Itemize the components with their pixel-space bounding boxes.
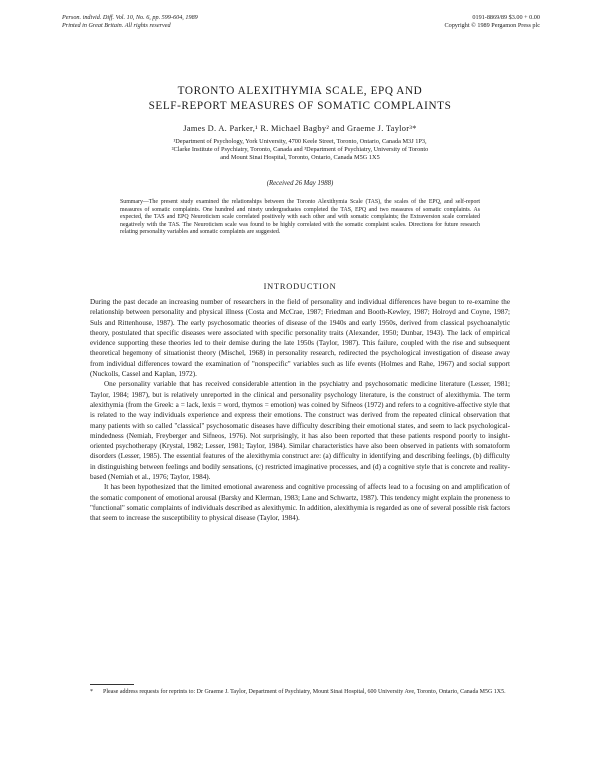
received-date: (Received 26 May 1988) [266, 180, 334, 187]
footnote [90, 688, 510, 696]
copyright-block [444, 14, 540, 30]
journal-line-2: Printed in Great Britain. All rights reserved [62, 22, 171, 29]
article-code: 0191-8869/89 $3.00 + 0.00 [472, 14, 540, 21]
body-text [90, 297, 510, 524]
section-heading: INTRODUCTION [263, 282, 337, 291]
paragraph: During the past decade an increasing number of researchers in the field of personality and individual differences have begun to re-examine the relationship between personality and physical illness (Costa and McCrae, 1987; Friedman and Booth-Kewley, 1987; Holroyd and Coyne, 1987; Suls and Rittenhouse, 1987). The early psychosomatic theories of disease of the 1940s and early 1950s, derived from classical psychoanalytic theory, postulated that specific diseases were associated with specific personality traits (Alexander, 1950; Dunbar, 1943). The lack of empirical evidence supporting these theories led to their demise during the late 1950s (Taylor, 1987). This failure, coupled with the rise and subsequent theoretical hegemony of situationist theory (Mischel, 1968) in personality research, redirected the psychological investigation of disease away from individual differences toward the examination of "nonspecific" variables such as life events (Holmes and Rahe, 1967) and social support (Nuckolls, Cassel and Kaplan, 1972). [90, 298, 510, 379]
affiliations [110, 138, 490, 163]
affiliation-line-3: and Mount Sinai Hospital, Toronto, Ontario, Canada M5G 1X5 [220, 154, 380, 162]
title-line-1: TORONTO ALEXITHYMIA SCALE, EPQ AND [177, 85, 423, 97]
journal-line-1: Person. individ. Diff. Vol. 10, No. 6, pp. 599-604, 1989 [62, 14, 198, 21]
affiliation-line-1: ¹Department of Psychology, York University, 4700 Keele Street, Toronto, Ontario, Canada M3J 1P3, [173, 138, 427, 145]
footnote-text: Please address requests for reprints to: Dr Graeme J. Taylor, Department of Psychiatry, Mount Sinai Hospital, 600 University Ave, Toronto, Ontario, Canada M5G 1X5. [103, 689, 506, 695]
abstract-summary: Summary—The present study examined the relationships between the Toronto Alexithymia Scale (TAS), the scales of the EPQ, and self-report measures of somatic complaints. One hundred and ninety undergraduates completed the TAS, EPQ and two measures of somatic complaints. As expected, the TAS and EPQ Neuroticism scale correlated positively with each other and with somatic complaints; the Extraversion scale correlated negatively with the TAS. The Neuroticism scale was found to be highly correlated with the somatic complaint scales. Directions for future research relating personality variables and somatic complaints are suggested. [120, 199, 480, 236]
affiliation-line-2: ²Clarke Institute of Psychiatry, Toronto, Canada and ³Department of Psychiatry, University of Toronto [171, 146, 429, 154]
journal-citation [62, 14, 198, 30]
author-list: James D. A. Parker,¹ R. Michael Bagby² and Graeme J. Taylor³* [183, 124, 417, 133]
paragraph: One personality variable that has received considerable attention in the psychiatry and psychosomatic medicine literature (Lesser, 1981; Taylor, 1984; 1987), but is relatively unreported in the clinical and personality psychology literature, is the construct of alexithymia. The term alexithymia (from the Greek: a = lack, lexis = word, thymos = emotion) was coined by Sifneos (1972) and refers to a cognitive-affective style that is related to the way individuals experience and express their emotions. The construct was derived from the repeated clinical observation that many patients with so called "classical" psychosomatic diseases have difficulty describing their emotional states, and seem to lack psychological-mindedness (Nemiah, Freyberger and Sifneos, 1976). Not surprisingly, it has also been reported that these patients respond poorly to insight-oriented psychotherapy (Krystal, 1982; Lesser, 1981; Taylor, 1984). Similar characteristics have also been observed in patients with somatoform disorders (Lesser, 1985). The essential features of the alexithymia construct are: (a) difficulty in identifying and describing feelings, (b) difficulty in distinguishing between feelings and bodily sensations, (c) restricted imaginative processes, and (d) a cognitive style that is concrete and reality-based (Nemiah et al., 1976; Taylor, 1984). [90, 380, 510, 482]
copyright-line: Copyright © 1989 Pergamon Press plc [444, 22, 540, 29]
paragraph: It has been hypothesized that the limited emotional awareness and cognitive processing of affects lead to a focusing on and amplification of the somatic component of emotional arousal (Barsky and Klerman, 1983; Lane and Schwartz, 1987). This tendency might explain the proneness to "functional" somatic complaints of individuals described as alexithymic. In addition, alexithymia is regarded as one of several possible risk factors that seem to increase the susceptibility to physical disease (Taylor, 1984). [90, 483, 510, 523]
title-line-2: SELF-REPORT MEASURES OF SOMATIC COMPLAINTS [148, 100, 452, 112]
article-title [0, 84, 600, 114]
footnote-marker: * [90, 689, 93, 695]
footnote-divider [90, 684, 134, 685]
